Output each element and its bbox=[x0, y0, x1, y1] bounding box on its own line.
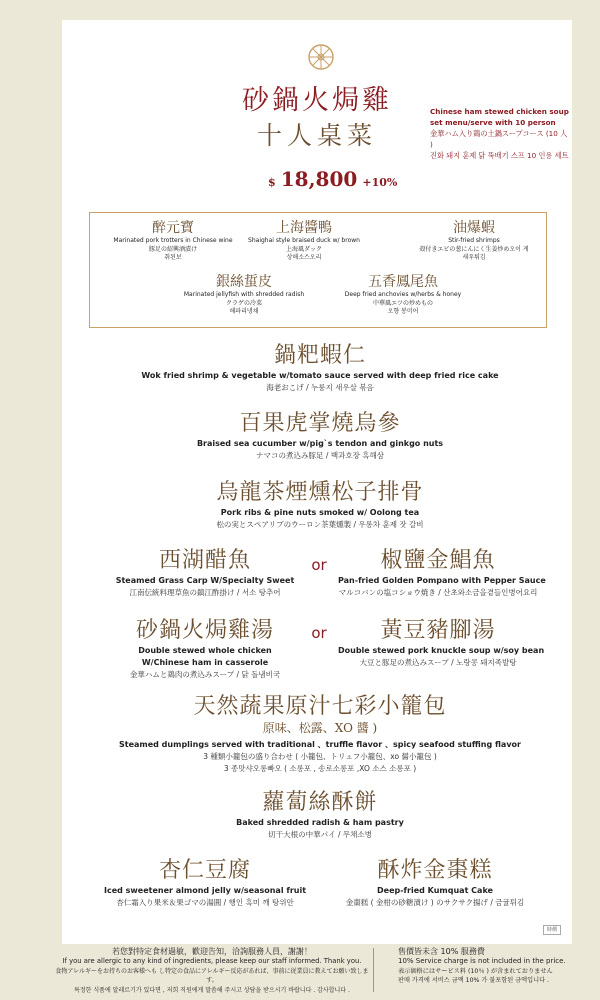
choice-dish-left bbox=[110, 617, 300, 681]
price-amount: 18,800 bbox=[280, 167, 358, 191]
dish-jp: 切干大根の中華パイ / 무채소병 bbox=[268, 830, 372, 839]
dish-en: Pork ribs & pine nuts smoked w/ Oolong tea bbox=[220, 508, 420, 517]
price-currency: $ bbox=[268, 176, 276, 189]
dish-name: 砂鍋火焗雞湯 bbox=[135, 618, 274, 643]
dessert-dish bbox=[330, 857, 540, 909]
cold-dish-en: Marinated jellyfish with shredded radish bbox=[183, 291, 305, 298]
xlb-dish bbox=[100, 693, 540, 775]
choice-dish-right bbox=[338, 617, 545, 669]
allergy-notice-zh: 若您對特定食材過敏，歡迎告知，洽詢服務人員，謝謝！ bbox=[112, 947, 312, 956]
cold-dish-jp: 上海風ダック bbox=[285, 245, 322, 253]
set-menu-description-en: Chinese ham stewed chicken soup set menu/serve with 10 person bbox=[430, 107, 569, 127]
pastry-dish bbox=[100, 789, 540, 841]
dish-name: 鍋粑蝦仁 bbox=[273, 343, 366, 368]
dish-en: Pan-fried Golden Pompano with Pepper Sauce bbox=[338, 576, 546, 585]
dish-name: 蘿蔔絲酥餅 bbox=[262, 790, 378, 815]
dish-en: Steamed dumplings served with traditional 、truffle flavor 、spicy seafood stuffing flavor bbox=[119, 740, 521, 749]
cold-dish-name: 上海醬鴨 bbox=[276, 220, 332, 236]
allergy-notice-en: If you are allergic to any kind of ingredients, please keep our staff informed. Thank you. bbox=[62, 957, 362, 965]
dish-flavors: 原味、松露、XO 醬 ) bbox=[262, 721, 378, 735]
dish-name: 烏龍茶煙燻松子排骨 bbox=[216, 480, 424, 505]
dish-jp: マルコバンの塩コショウ焼き / 산초와소금을곁들인병어요리 bbox=[338, 588, 538, 597]
cold-dish bbox=[318, 274, 488, 317]
dish-en-line2: W/Chinese ham in casserole bbox=[141, 658, 269, 667]
allergy-notice bbox=[54, 946, 370, 995]
choice-or-label: or bbox=[311, 556, 327, 574]
dish-jp: 杏仁霜入り果米＆果ゴマの湯圓 / 행인 흑미 깨 탕위안 bbox=[116, 898, 294, 907]
dish-en: Double stewed pork knuckle soup w/soy bean bbox=[338, 646, 545, 655]
service-charge-zh: 售價皆未含 10% 服務費 bbox=[398, 947, 485, 956]
cold-dish-kr: 오향 봉미어 bbox=[387, 308, 419, 315]
set-menu-description-jp: 金華ハム入り鶏の土鍋スープコース (10 人 ) bbox=[430, 129, 568, 149]
dish-jp: 3 種類小籠包の盛り合わせ ( 小籠包、トリュフ小籠包、xo 醤小籠包 ) bbox=[203, 752, 437, 761]
menu-title: 砂鍋火焗雞 bbox=[242, 85, 392, 116]
menu-title-block bbox=[232, 84, 402, 152]
choice-dish-left bbox=[110, 547, 300, 599]
dish-en: Deep-fried Kumquat Cake bbox=[377, 886, 493, 895]
dish-name: 百果虎掌燒烏參 bbox=[239, 411, 401, 436]
allergy-notice-kr: 특정한 식품에 알레르기가 있다면 , 저희 직원에게 말씀해 주시고 상담을 받으시기 바랍니다 . 감사합니다 . bbox=[74, 986, 350, 994]
dish-jp: 海老おこげ / 누룽지 새우살 볶음 bbox=[266, 383, 374, 392]
allergy-notice-jp: 食物アレルギーをお持ちのお客様へも し特定の食品にアレルギー反応があれば、事前に従業員に教えてお願い致します。 bbox=[55, 967, 369, 984]
cold-dish-kr: 새우튀김 bbox=[462, 254, 486, 261]
dish-en: Steamed Grass Carp W/Specialty Sweet bbox=[115, 576, 295, 585]
service-charge-kr: 판매 가격에 서비스 금액 10% 가 불포함된 금액입니다 . bbox=[398, 977, 549, 984]
cold-dish-en: Marinated pork trotters in Chinese wine bbox=[113, 237, 233, 244]
cold-dish-name: 銀絲蜇皮 bbox=[216, 274, 272, 290]
cold-dish-jp: 中華風エツの炒めもの bbox=[372, 299, 433, 307]
dish-name: 西湖醋魚 bbox=[158, 548, 251, 573]
wheel-logo-icon bbox=[308, 44, 334, 70]
dish-jp: ナマコの煮込み豚足 / 백과호장 흑해삼 bbox=[256, 451, 384, 460]
cold-dish-en: Stir-fried shrimps bbox=[448, 237, 500, 244]
dish-jp: 松の実とスペアリブのウーロン茶葉燻製 / 우롱차 훈제 잣 갈비 bbox=[216, 520, 424, 529]
cold-dish-jp: 殻付きエビの葱にんにく生姜炒め오이 게 bbox=[419, 245, 529, 253]
dish-jp: 金華ハムと鶏肉の煮込みスープ / 닭 돌냄비국 bbox=[129, 670, 281, 679]
dish-name: 杏仁豆腐 bbox=[158, 858, 251, 883]
dish-name: 黃豆豬腳湯 bbox=[380, 618, 496, 643]
dish-jp: 江南伝統料理草魚の鎮江酢掛け / 서소 탕추어 bbox=[129, 588, 281, 597]
dish-name: 酥炸金棗糕 bbox=[377, 858, 493, 883]
set-menu-description-kr: 진화 돼지 훈제 닭 뚝배기 스프 10 인용 세트 bbox=[430, 151, 569, 160]
choice-dish-right bbox=[338, 547, 546, 599]
cold-dish bbox=[389, 220, 559, 263]
dish-en: Baked shredded radish & ham pastry bbox=[236, 818, 404, 827]
cold-dish-name: 醉元寶 bbox=[152, 220, 194, 236]
dish-jp: 大豆と豚足の煮込みスープ / 노랑콩 돼지족발탕 bbox=[359, 658, 517, 667]
dish-en: Iced sweetener almond jelly w/seasonal fruit bbox=[103, 886, 307, 895]
dish-en: Braised sea cucumber w/pig`s tendon and ginkgo nuts bbox=[196, 439, 444, 448]
set-price bbox=[268, 167, 398, 191]
cold-dish bbox=[159, 274, 329, 317]
dish-kr: 3 종맛샤오롱빠오 ( 소롱포 , 송로소롱포 ,XO 소스 소롱포 ) bbox=[223, 764, 417, 773]
service-charge-en: 10% Service charge is not included in the price. bbox=[398, 957, 566, 965]
cold-dish-kr: 취된보 bbox=[164, 254, 182, 261]
cold-dish-name: 五香鳳尾魚 bbox=[368, 274, 438, 290]
footer-divider bbox=[373, 948, 374, 992]
dish-en: Wok fried shrimp & vegetable w/tomato sauce served with deep fried rice cake bbox=[141, 371, 499, 380]
price-service-charge: +10% bbox=[362, 176, 398, 189]
dish-jp: 金棗糕 ( 金柑の砂糖漬け ) のサクサク揚げ / 금귤튀김 bbox=[345, 898, 525, 907]
cold-dish-kr: 상해소스오리 bbox=[286, 254, 322, 261]
seasonal-price-mark: 時價 bbox=[543, 925, 561, 935]
cold-dish-jp: 豚足の紹興酒漬け bbox=[148, 245, 197, 253]
menu-dish bbox=[100, 479, 540, 531]
cold-dish-kr: 해파리냉채 bbox=[229, 308, 259, 315]
menu-subtitle: 十人桌菜 bbox=[256, 121, 377, 150]
cold-dish bbox=[219, 220, 389, 263]
dish-name: 天然蔬果原汁七彩小籠包 bbox=[193, 694, 447, 719]
cold-dish-en: Shaighai style braised duck w/ brown bbox=[248, 237, 360, 244]
choice-or-label: or bbox=[311, 624, 327, 642]
dessert-dish bbox=[100, 857, 310, 909]
cold-dish-name: 油爆蝦 bbox=[453, 220, 495, 236]
cold-dish-en: Deep fried anchovies w/herbs & honey bbox=[344, 291, 462, 298]
dish-name: 椒鹽金鯧魚 bbox=[380, 548, 496, 573]
menu-dish bbox=[100, 342, 540, 394]
cold-dish-jp: クラゲの冷菜 bbox=[225, 299, 262, 307]
dish-en: Double stewed whole chicken bbox=[138, 646, 272, 655]
service-charge-notice bbox=[398, 946, 598, 986]
set-menu-description bbox=[430, 106, 570, 161]
menu-dish bbox=[100, 410, 540, 462]
service-charge-jp: 表示価格にはサービス料 (10％ ) が含まれておりません bbox=[398, 967, 553, 975]
